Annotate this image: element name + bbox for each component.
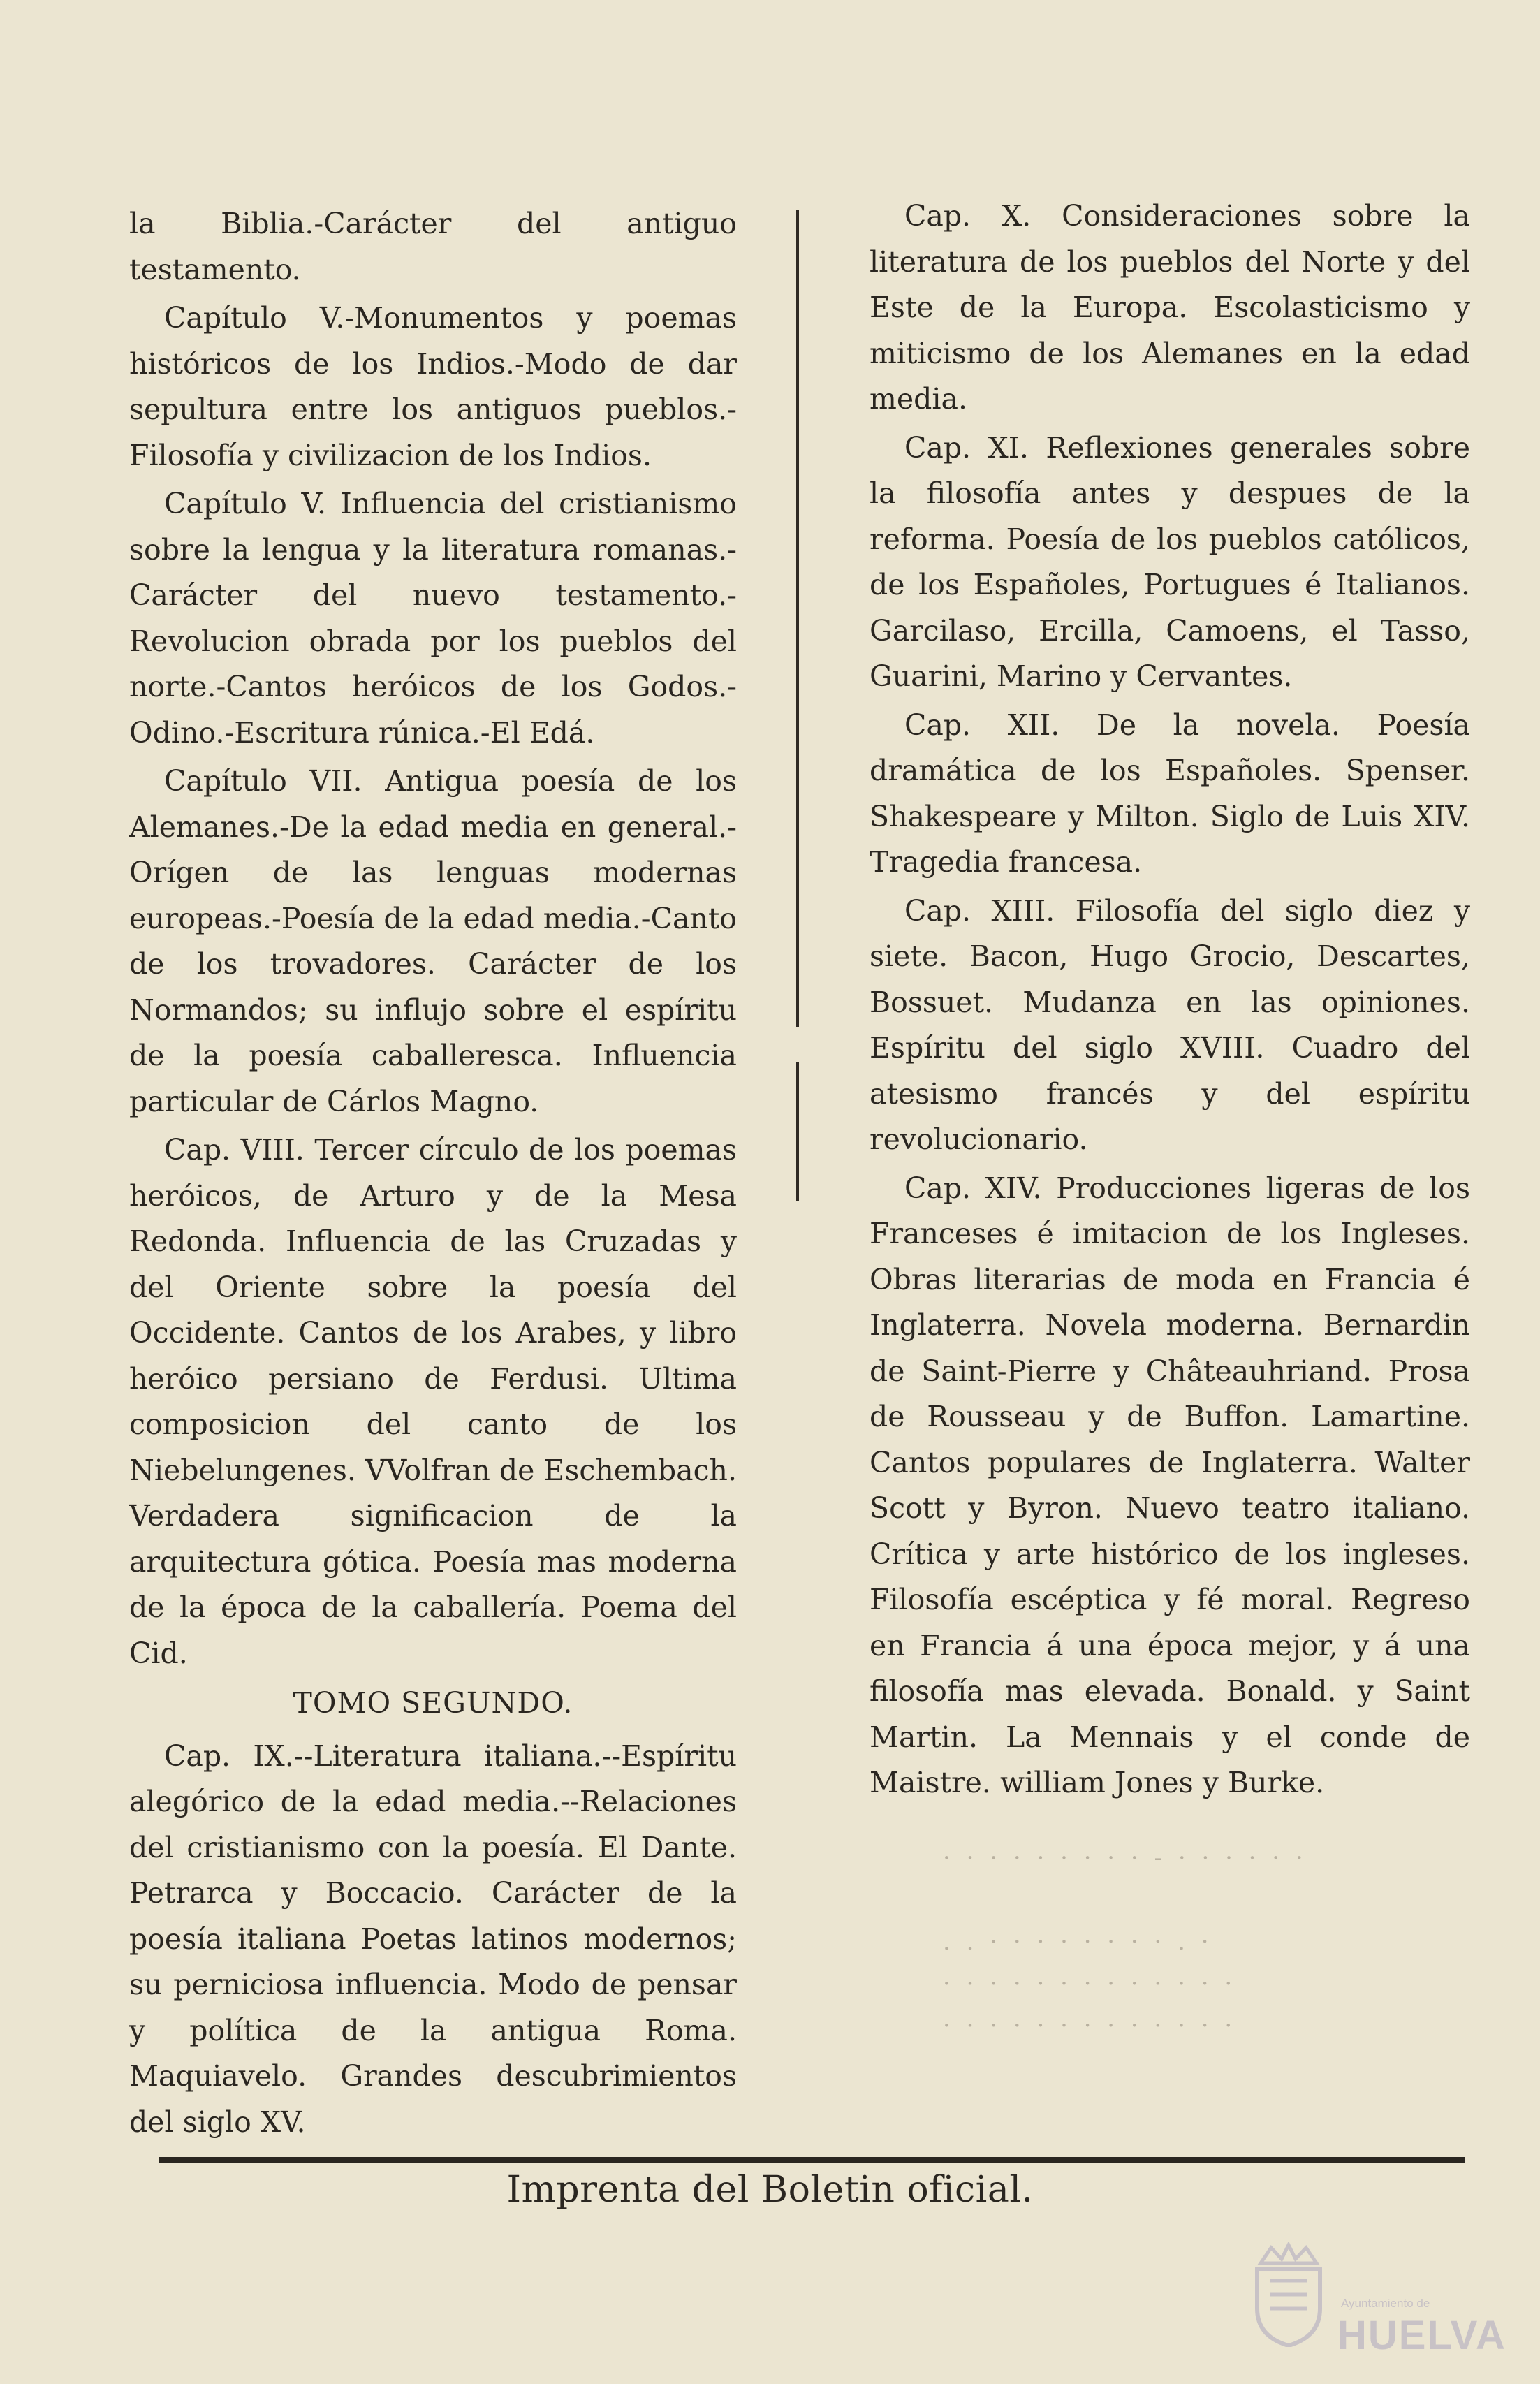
left-paragraph: la Biblia.-Carácter del antiguo testamento. xyxy=(129,207,737,286)
left-paragraph: Capítulo V. Influencia del cristianismo sobre la lengua y la literatura romanas.-Carácter del nuevo testamento.-Revolucion obrada por los pueblos del norte.-Cantos heróicos de los Godos.-Odino.-Escritura rúnica.-El Edá. xyxy=(129,487,737,749)
right-paragraph: Cap. XIII. Filosofía del siglo diez y siete. Bacon, Hugo Grocio, Descartes, Bossuet. Mudanza en las opiniones. Espíritu del siglo XVIII. Cuadro del atesismo francés y del espíritu revolucionario. xyxy=(870,893,1470,1156)
left-paragraph: Capítulo VII. Antigua poesía de los Alemanes.-De la edad media en general.-Orígen de las lenguas modernas europeas.-Poesía de la edad media.-Canto de los trovadores. Carácter de los Normandos; su influjo sobre el espíritu de la poesía caballeresca. Influencia particular de Cárlos Magno. xyxy=(129,764,737,1118)
right-paragraph: Cap. X. Consideraciones sobre la literatura de los pueblos del Norte y del Este de la Europa. Escolasticismo y miticismo de los Alemanes en la edad media. xyxy=(870,199,1470,416)
left-paragraph: Capítulo V.-Monumentos y poemas históricos de los Indios.-Modo de dar sepultura entre los antiguos pueblos.-Filosofía y civilizacion de los Indios. xyxy=(129,301,737,472)
column-divider xyxy=(796,210,799,1027)
bleed-through-text: · · · · · · · · · - · · · · · · xyxy=(943,1844,1307,1872)
watermark-city-text: HUELVA xyxy=(1337,2313,1506,2358)
right-paragraph: Cap. XII. De la novela. Poesía dramática de los Españoles. Spenser. Shakespeare y Milton. Siglo de Luis XIV. Tragedia francesa. xyxy=(870,708,1470,879)
bleed-through-text: · · · · · · · · · · · · · xyxy=(943,1970,1237,1998)
right-paragraph: Cap. XI. Reflexiones generales sobre la filosofía antes y despues de la reforma. Poesía de los pueblos católicos, de los Españoles, Portugues é Italianos. Garcilaso, Ercilla, Camoens, el Tasso, Guarini, Marino y Cervantes. xyxy=(870,430,1470,693)
right-column xyxy=(870,193,1470,1809)
bleed-through-text: · · · · · · · · · · · · · xyxy=(943,2012,1237,2040)
huelva-watermark-logo xyxy=(1250,2235,1506,2375)
volume-heading: TOMO SEGUNDO. xyxy=(293,1686,573,1720)
bleed-through-text: . . · · · · · · · · . · xyxy=(943,1928,1213,1956)
watermark-org-text: Ayuntamiento de xyxy=(1341,2297,1430,2310)
column-divider-lower xyxy=(796,1062,799,1201)
left-paragraph: Cap. VIII. Tercer círculo de los poemas heróicos, de Arturo y de la Mesa Redonda. Influencia de las Cruzadas y del Oriente sobre la poesía del Occidente. Cantos de los Arabes, y libro heróico persiano de Ferdusi. Ultima composicion del canto de los Niebelungenes. VVolfran de Eschembach. Verdadera significacion de la arquitectura gótica. Poesía mas moderna de la época de la caballería. Poema del Cid. xyxy=(129,1133,737,1670)
left-paragraph: Cap. IX.--Literatura italiana.--Espíritu alegórico de la edad media.--Relaciones del cristianismo con la poesía. El Dante. Petrarca y Boccacio. Carácter de la poesía italiana Poetas latinos modernos; su perniciosa influencia. Modo de pensar y política de la antigua Roma. Maquiavelo. Grandes descubrimientos del siglo XV. xyxy=(129,1739,737,2139)
left-column xyxy=(129,201,737,2148)
right-paragraph: Cap. XIV. Producciones ligeras de los Franceses é imitacion de los Ingleses. Obras literarias de moda en Francia é Inglaterra. Novela moderna. Bernardin de Saint-Pierre y Châteauhriand. Prosa de Rousseau y de Buffon. Lamartine. Cantos populares de Inglaterra. Walter Scott y Byron. Nuevo teatro italiano. Crítica y arte histórico de los ingleses. Filosofía escéptica y fé moral. Regreso en Francia á una época mejor, y á una filosofía mas elevada. Bonald. y Saint Martin. La Mennais y el conde de Maistre. william Jones y Burke. xyxy=(870,1171,1470,1799)
crown-shield-icon xyxy=(1250,2242,1327,2347)
footer-rule xyxy=(159,2157,1465,2163)
imprint-line: Imprenta del Boletin oficial. xyxy=(506,2169,1034,2211)
